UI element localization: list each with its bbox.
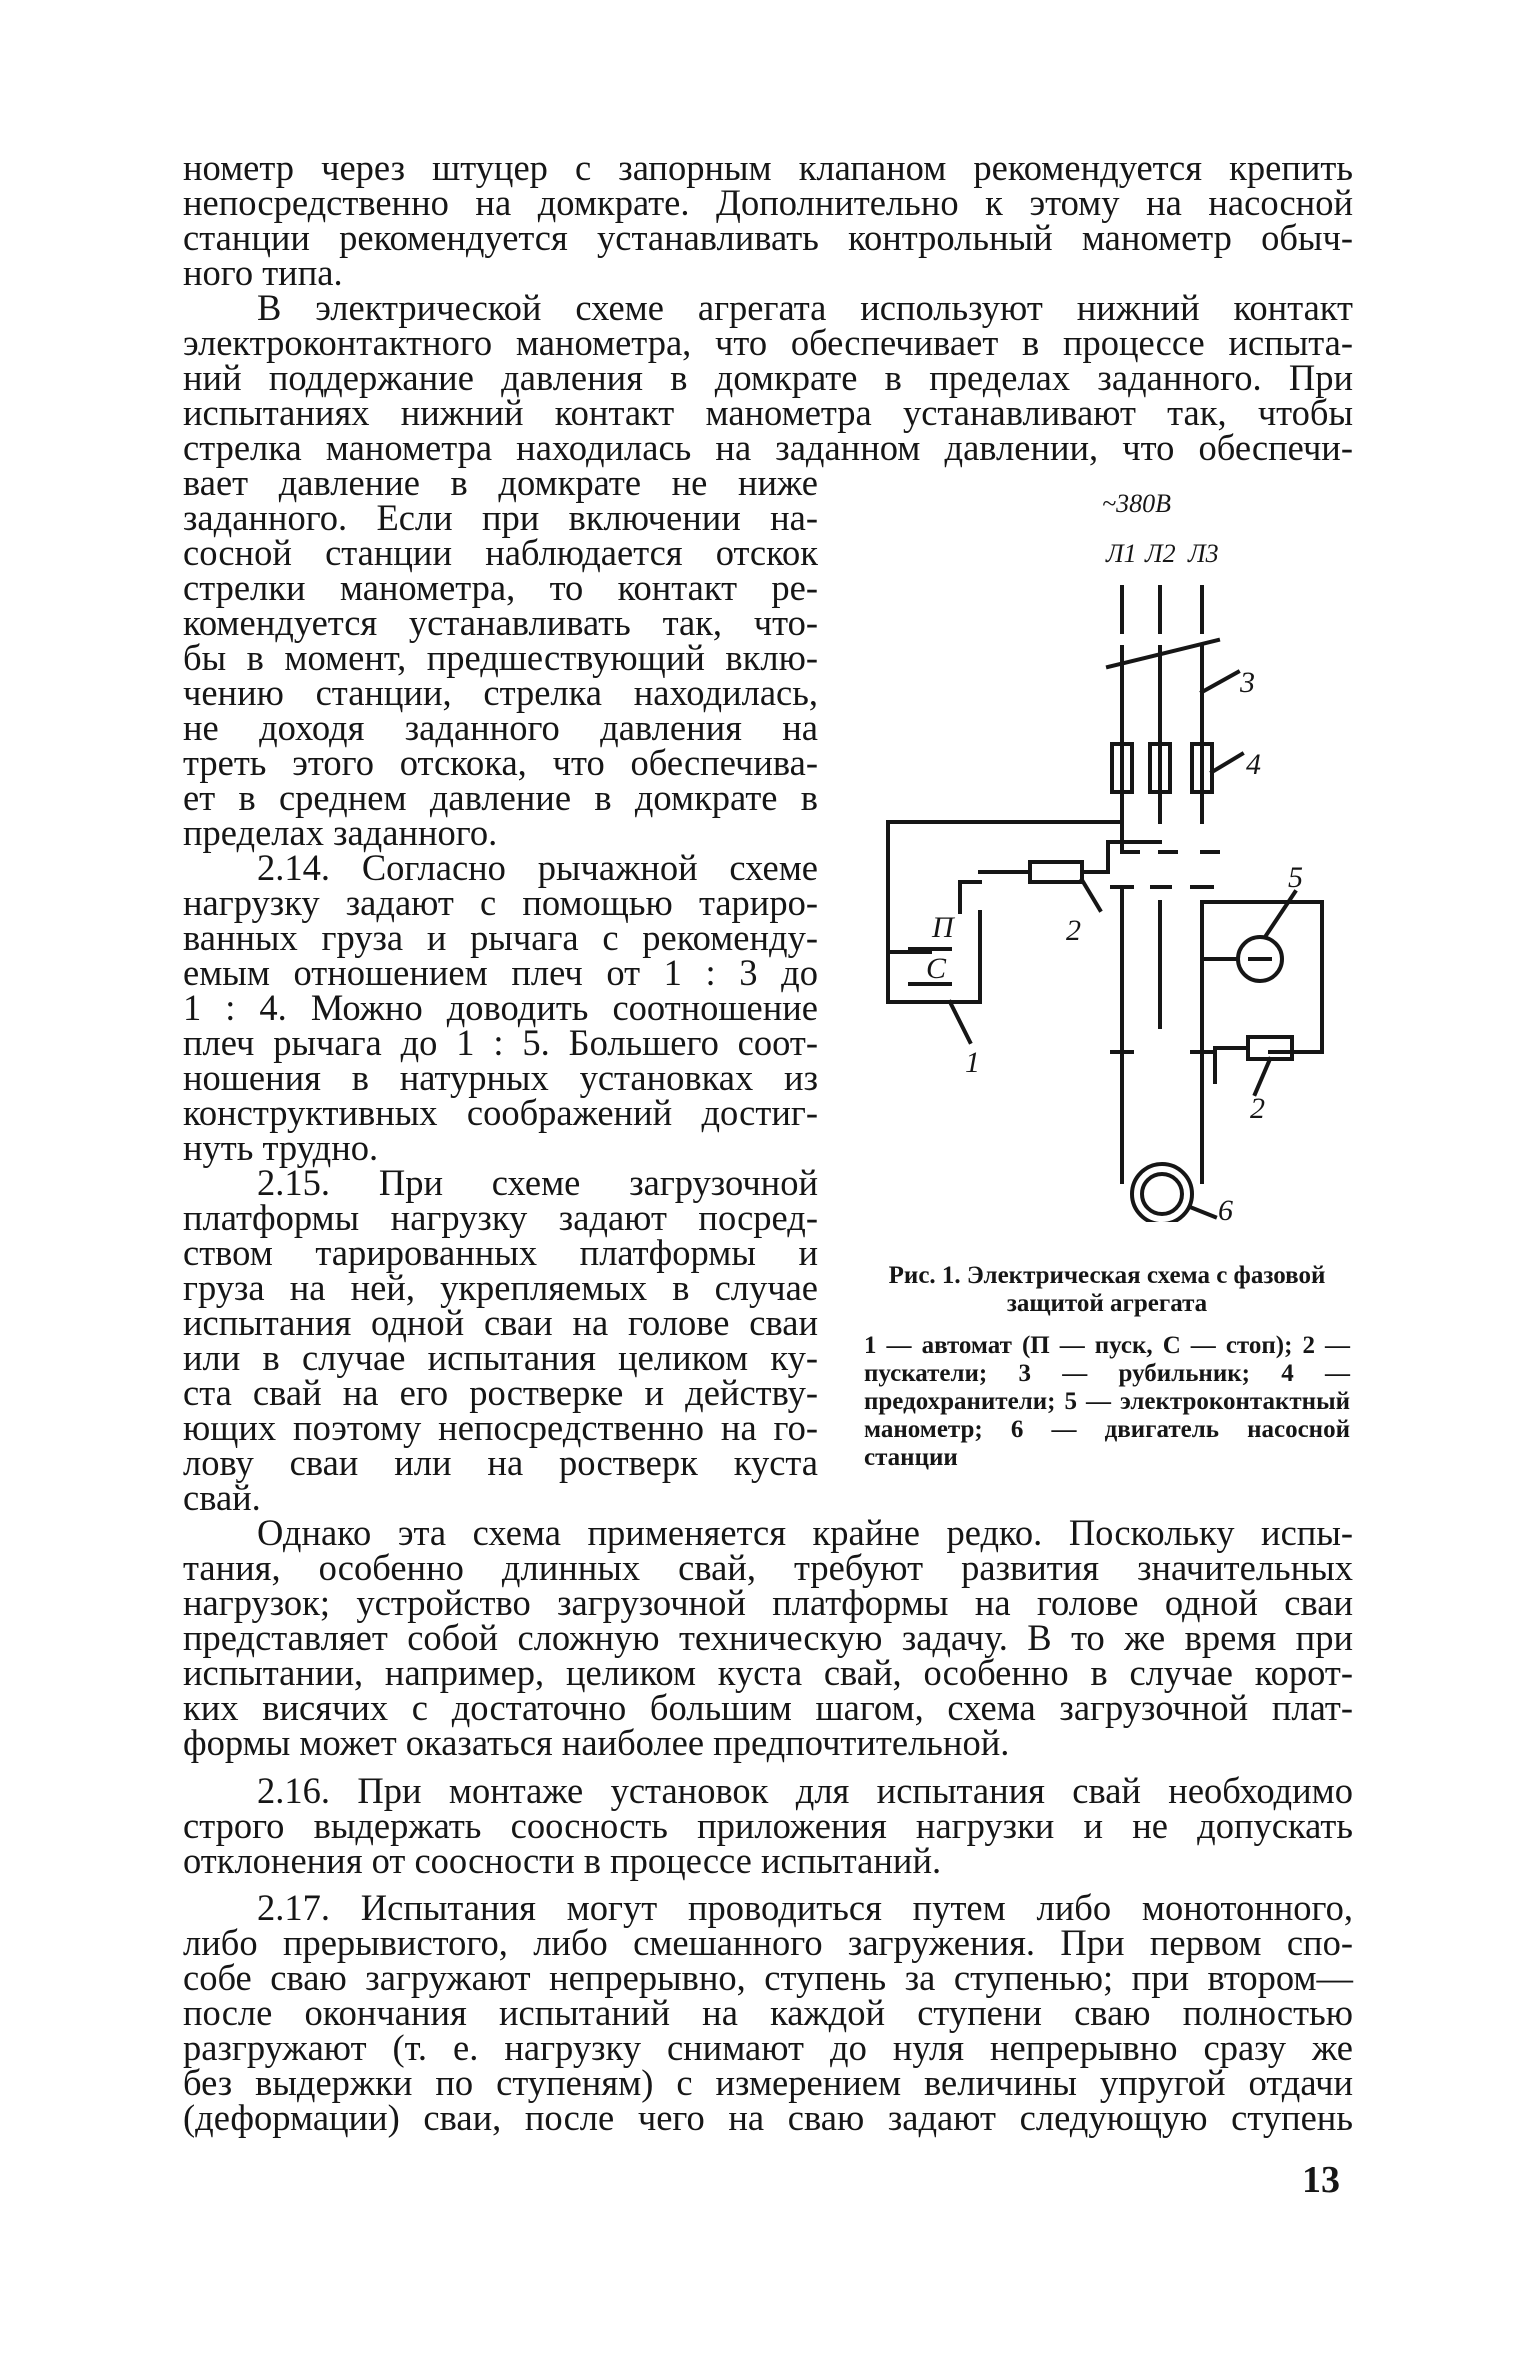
text-line: 2.15. При схеме загрузочной (257, 1162, 818, 1203)
text-line: лову сваи или на ростверк куста (183, 1442, 818, 1483)
text-line: ством тарированных платформы и (183, 1232, 818, 1273)
paragraph-2-14 (183, 847, 818, 1168)
text-line: отклонения от соосности в процессе испытаний. (183, 1840, 942, 1881)
text-line: Однако эта схема применяется крайне редко. Поскольку испы- (257, 1512, 1353, 1553)
text-line: либо прерывистого, либо смешанного загружения. При первом спо- (183, 1922, 1353, 1963)
figure-caption (864, 1262, 1350, 1472)
text-line: груза на ней, укрепляемых в случае (183, 1267, 818, 1308)
text-line: ного типа. (183, 252, 343, 293)
text-line: строго выдержать соосность приложения нагрузки и не допускать (183, 1805, 1353, 1846)
text-line: представляет собой сложную техническую задачу. В то же время при (183, 1617, 1353, 1658)
text-line: платформы нагрузку задают посред- (183, 1197, 818, 1238)
paragraph-2-16 (183, 1770, 1353, 1881)
contact (1122, 822, 1138, 852)
motor-inner (1142, 1174, 1182, 1214)
text-line: ста свай на его ростверке и действу- (183, 1372, 818, 1413)
callout-line-4 (1212, 754, 1242, 772)
starter-coil-2 (1248, 1037, 1292, 1059)
callout-label-2: 2 (1066, 914, 1081, 947)
text-line: треть этого отскока, что обеспечива- (183, 742, 818, 783)
text-line: или в случае испытания целиком ку- (183, 1337, 818, 1378)
wire (1215, 1048, 1248, 1082)
callout-label-5: 5 (1288, 861, 1303, 894)
callout-line-1 (950, 1002, 970, 1042)
text-line: испытаниях нижний контакт манометра устанавливают так, чтобы (183, 392, 1353, 433)
text-line: ющих поэтому непосредственно на го- (183, 1407, 818, 1448)
text-line: испытании, например, целиком куста свай, особенно в случае корот- (183, 1652, 1353, 1693)
text-line: нагрузок; устройство загрузочной платформы на голове одной сваи (183, 1582, 1353, 1623)
phase-label-3: Л3 (1188, 539, 1219, 568)
text-line: комендуется устанавливать так, что- (183, 602, 818, 643)
starter-coil (1030, 862, 1082, 882)
text-line: после окончания испытаний на каждой ступени сваю полностью (183, 1992, 1353, 2033)
text-line: нагрузку задают с помощью тариро- (183, 882, 818, 923)
text-line: ванных груза и рычага с рекоменду- (183, 917, 818, 958)
callout-label-2b: 2 (1250, 1092, 1265, 1125)
text-line: не доходя заданного давления на (183, 707, 818, 748)
text-line: бы в момент, предшествующий вклю- (183, 637, 818, 678)
callout-line-3 (1202, 672, 1238, 692)
page-number: 13 (1302, 2159, 1340, 2201)
contact (960, 882, 980, 912)
paragraph-electric-scheme (183, 287, 1353, 468)
text-line: емым отношением плеч от 1 : 3 до (183, 952, 818, 993)
text-line: чению станции, стрелка находилась, (183, 672, 818, 713)
text-line: 2.16. При монтаже установок для испытания свай необходимо (257, 1770, 1353, 1811)
callout-label-3: 3 (1240, 666, 1255, 699)
text-line: собе сваю загружают непрерывно, ступень за ступенью; при втором— (183, 1957, 1353, 1998)
text-line: конструктивных соображений достиг- (183, 1092, 818, 1133)
callout-line-6 (1190, 1207, 1215, 1217)
paragraph-2-15 (183, 1162, 818, 1518)
callout-line-2 (1082, 880, 1100, 910)
paragraph-however (183, 1512, 1353, 1763)
callout-line-5 (1265, 892, 1295, 937)
text-line: нуть трудно. (183, 1127, 379, 1168)
text-line: ношения в натурных установках из (183, 1057, 818, 1098)
text-line: 1 : 4. Можно доводить соотношение (183, 987, 818, 1028)
text-line: 2.14. Согласно рычажной схеме (257, 847, 818, 888)
button-start-label: П (932, 911, 954, 944)
text-line: сосной станции наблюдается отскок (183, 532, 818, 573)
text-line: станции рекомендуется устанавливать контрольный манометр обыч- (183, 217, 1353, 258)
text-line: стрелка манометра находилась на заданном давлении, что обеспечи- (183, 427, 1353, 468)
text-line: испытания одной сваи на голове сваи (183, 1302, 818, 1343)
text-line: нометр через штуцер с запорным клапаном рекомендуется крепить (183, 147, 1353, 188)
text-line: пределах заданного. (183, 812, 498, 853)
paragraph-electric-scheme-cont (183, 462, 818, 853)
text-line: непосредственно на домкрате. Дополнительно к этому на насосной (183, 182, 1353, 223)
text-line: 2.17. Испытания могут проводиться путем либо монотонного, (257, 1887, 1353, 1928)
text-line: вает давление в домкрате не ниже (183, 462, 818, 503)
callout-label-6: 6 (1218, 1194, 1233, 1222)
text-line: стрелки манометра, то контакт ре- (183, 567, 818, 608)
text-line: ний поддержание давления в домкрате в пределах заданного. При (183, 357, 1353, 398)
paragraph-manometer (183, 147, 1353, 293)
electrical-scheme-figure (870, 482, 1350, 1222)
text-line: заданного. Если при включении на- (183, 497, 818, 538)
text-line: (деформации) сваи, после чего на сваю задают следующую ступень (183, 2097, 1353, 2138)
paragraph-2-17 (183, 1887, 1353, 2138)
button-stop-label: С (926, 952, 947, 985)
text-line: формы может оказаться наиболее предпочтительной. (183, 1722, 1010, 1763)
text-line: тания, особенно длинных свай, требуют развития значительных (183, 1547, 1353, 1588)
phase-label-1: Л1 (1106, 539, 1137, 568)
phase-label-2: Л2 (1145, 539, 1176, 568)
callout-label-4: 4 (1246, 748, 1261, 781)
caption-legend: 1 — автомат (П — пуск, С — стоп); 2 — пускатели; 3 — рубильник; 4 — предохранители; 5 — электроконтактный манометр; 6 — двигатель насосной станции (864, 1332, 1350, 1471)
manometer-wire (1202, 902, 1322, 1052)
caption-title: Рис. 1. Электрическая схема с фазовой защитой агрегата (888, 1262, 1326, 1317)
text-line: без выдержки по ступеням) с измерением величины упругой отдачи (183, 2062, 1353, 2103)
callout-line-2b (1255, 1059, 1270, 1094)
callout-label-1: 1 (965, 1046, 980, 1079)
text-line: электроконтактного манометра, что обеспечивает в процессе испыта- (183, 322, 1353, 363)
text-line: ких висячих с достаточно большим шагом, схема загрузочной плат- (183, 1687, 1353, 1728)
text-line: плеч рычага до 1 : 5. Большего соот- (183, 1022, 818, 1063)
supply-label: ~380В (1102, 489, 1171, 518)
text-line: ет в среднем давление в домкрате в (183, 777, 818, 818)
text-line: разгружают (т. е. нагрузку снимают до нуля непрерывно сразу же (183, 2027, 1353, 2068)
text-line: В электрической схеме агрегата используют нижний контакт (257, 287, 1353, 328)
text-line: свай. (183, 1477, 261, 1518)
